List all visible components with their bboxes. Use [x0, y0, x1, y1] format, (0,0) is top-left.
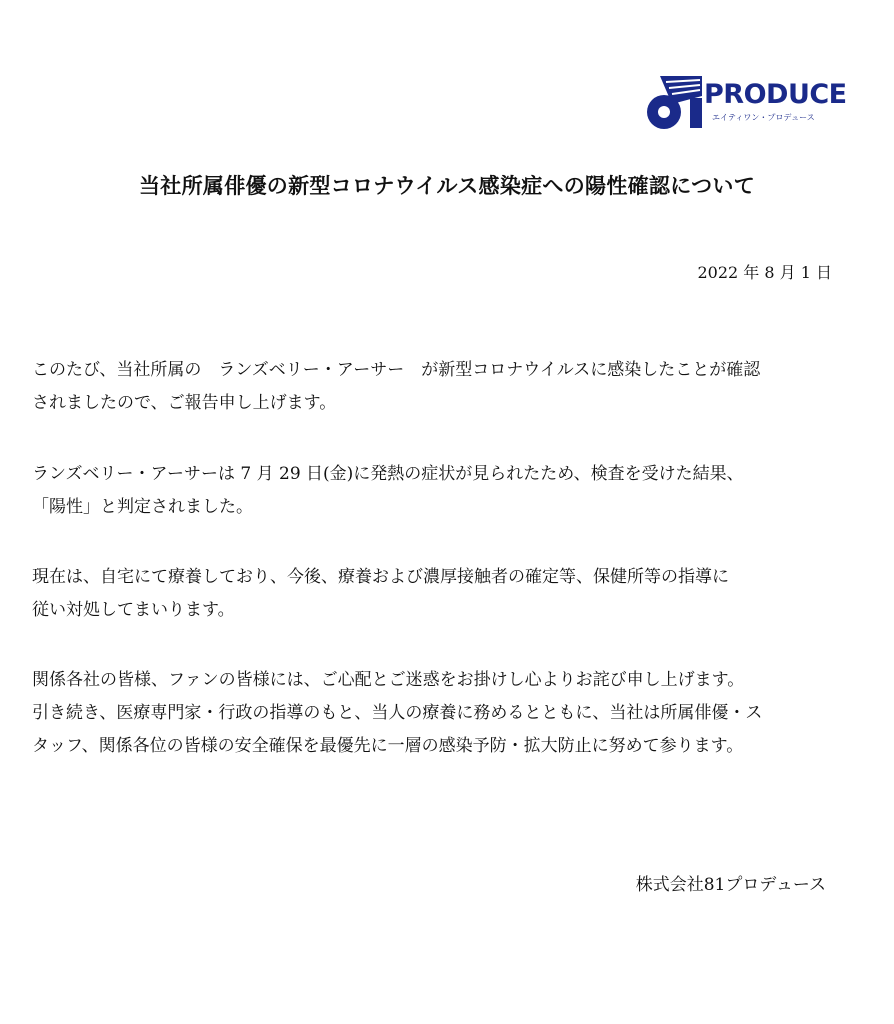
company-logo	[642, 70, 847, 132]
document-title: 当社所属俳優の新型コロナウイルス感染症への陽性確認について	[138, 174, 756, 198]
document-date: 2022 年 8 月 1 日	[697, 263, 832, 282]
paragraph-line: このたび、当社所属の ランズベリー・アーサー が新型コロナウイルスに感染したことが確認	[32, 360, 761, 380]
paragraph-line: 現在は、自宅にて療養しており、今後、療養および濃厚接触者の確定等、保健所等の指導に	[32, 567, 729, 587]
logo-wordmark: PRODUCE	[704, 79, 847, 110]
paragraph-line: 引き続き、医療専門家・行政の指導のもと、当人の療養に務めるとともに、当社は所属俳優・ス	[32, 703, 763, 723]
paragraph-apology	[32, 664, 862, 763]
paragraph-line: されましたので、ご報告申し上げます。	[32, 393, 337, 413]
logo-mark-icon	[642, 70, 712, 132]
logo-kana: エイティワン・プロデュース	[712, 113, 815, 122]
paragraph-line: 関係各社の皆様、ファンの皆様には、ご心配とご迷惑をお掛けし心よりお詫び申し上げます。	[32, 670, 745, 690]
paragraph-line: 「陽性」と判定されました。	[32, 497, 253, 517]
paragraph-test-result	[32, 458, 862, 524]
company-signature: 株式会社81プロデュース	[635, 875, 826, 895]
paragraph-line: タッフ、関係各位の皆様の安全確保を最優先に一層の感染予防・拡大防止に努めて参ります。	[32, 736, 744, 756]
paragraph-line: ランズベリー・アーサーは 7 月 29 日(金)に発熱の症状が見られたため、検査を受けた結果、	[32, 464, 744, 484]
paragraph-line: 従い対処してまいります。	[32, 600, 235, 620]
paragraph-current-status	[32, 561, 862, 627]
paragraph-infection-notice	[32, 354, 862, 420]
